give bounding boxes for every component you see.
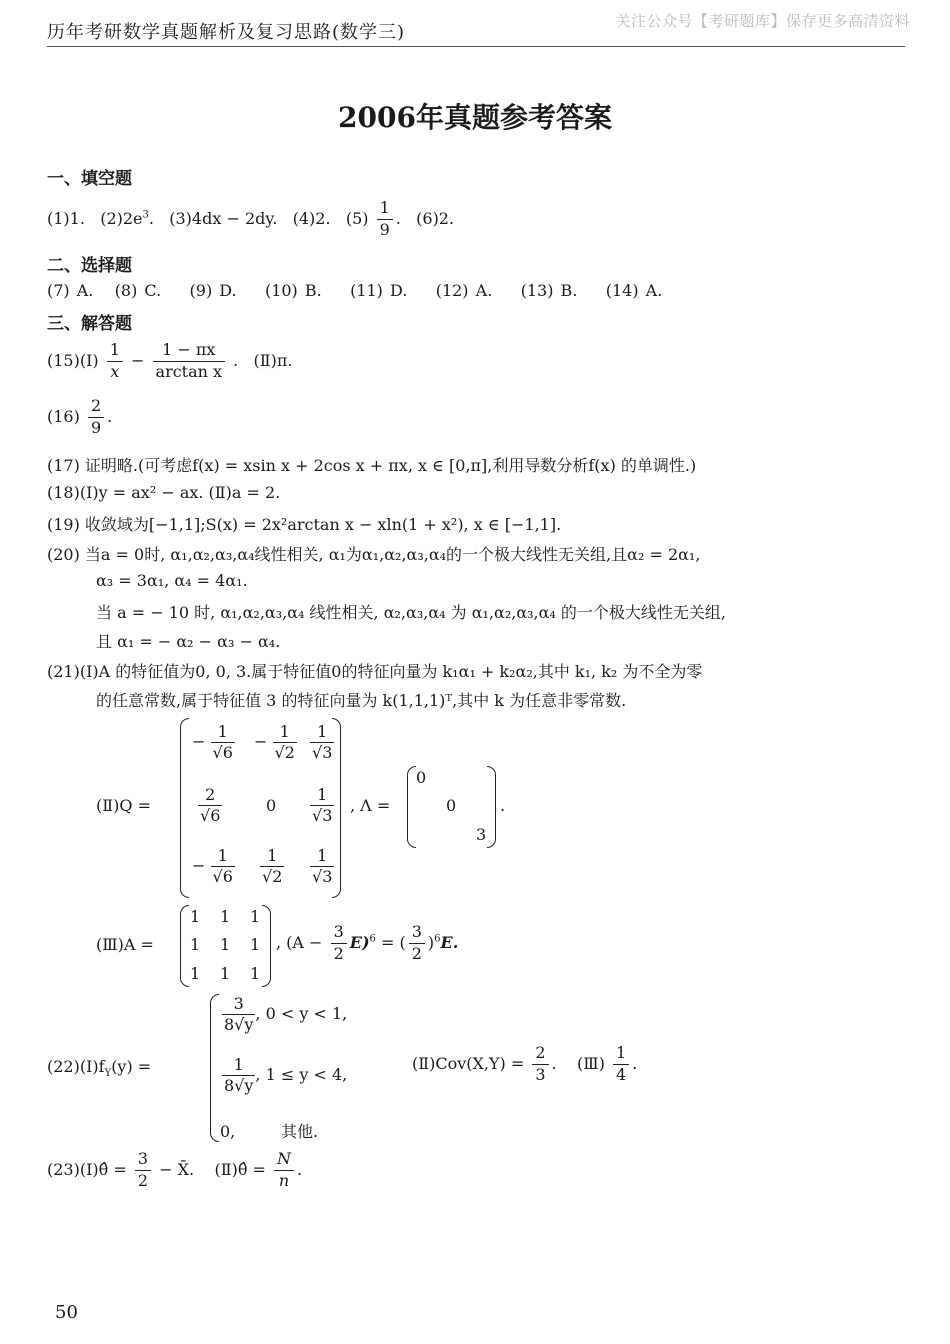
matrix-a-cell: 1 [250, 964, 261, 983]
piecewise-case-2: $\frac{1}{8√y}$ , 1 ≤ y < 4, [224, 1055, 348, 1095]
answer-21-part3-power: , (A − $\frac{3}{2}$ E)$^6$ = ( $\frac{3}{2}$ )$^6$E. [276, 922, 459, 963]
answer-21-line2: 的任意常数,属于特征值 3 的特征向量为 k(1,1,1)ᵀ,其中 k 为任意非零常数. [96, 691, 627, 710]
fill-answers: (1)1. $(2)2e^3$. (3)4dx − 2dy. (4)2. (5) $\frac{1}{9}$ . (6)2. [47, 198, 455, 239]
choice-answers: (7) A. (8) C. (9) D. (10) B. (11) D. (12) A. (13) B. (14) A. [47, 281, 663, 300]
matrix-a-left-paren [180, 905, 189, 987]
answer-21-line1: (21)(Ⅰ)A 的特征值为0, 0, 3.属于特征值0的特征向量为 k₁α₁ + k₂α₂,其中 k₁, k₂ 为不全为零 [47, 662, 703, 681]
running-header: 历年考研数学真题解析及复习思路(数学三) [47, 22, 406, 43]
section-choice: 二、选择题 [47, 256, 132, 276]
lambda-diag: 3 [476, 825, 487, 844]
page-title: 2006年真题参考答案 [338, 101, 612, 134]
matrix-q-cell: $\frac{1}{√3}$ [312, 722, 333, 762]
matrix-q-cell: $\frac{2}{√6}$ [200, 785, 221, 825]
answer-19: (19) 收敛域为[−1,1];S(x) = 2x²arctan x − xln(1 + x²), x ∈ [−1,1]. [47, 515, 562, 534]
matrix-a-cell: 1 [220, 935, 231, 954]
lambda-post: . [500, 796, 506, 815]
matrix-lambda-left-paren [407, 766, 416, 848]
page-number: 50 [55, 1302, 78, 1323]
matrix-q-cell: − $\frac{1}{√6}$ [192, 846, 233, 886]
lambda-diag: 0 [416, 768, 427, 787]
piecewise-case-3: 0, 其他. [220, 1122, 319, 1141]
matrix-a-cell: 1 [190, 907, 201, 926]
matrix-a-cell: 1 [190, 935, 201, 954]
matrix-a-cell: 1 [190, 964, 201, 983]
matrix-q-cell: − $\frac{1}{√6}$ [192, 722, 233, 762]
answer-15: (15)(Ⅰ) $\frac{1}{x}$ − $\frac{1 - \pi x}{\text{arctan x}}$ . (Ⅱ)π. [47, 340, 293, 381]
matrix-a-cell: 1 [220, 964, 231, 983]
header-rule [47, 46, 905, 47]
matrix-a-cell: 1 [220, 907, 231, 926]
answer-17: (17) 证明略.(可考虑f(x) = xsin x + 2cos x + πx, x ∈ [0,π],利用导数分析f(x) 的单调性.) [47, 456, 697, 475]
piecewise-brace [210, 994, 219, 1142]
answer-16: (16) $\frac{2}{9}$ . [47, 396, 113, 437]
lambda-label: , Λ = [350, 796, 391, 815]
section-solve: 三、解答题 [47, 314, 132, 334]
matrix-q-cell: − $\frac{1}{√2}$ [254, 722, 295, 762]
answer-20-line1: (20) 当a = 0时, α₁,α₂,α₃,α₄线性相关, α₁为α₁,α₂,α₃,α₄的一个极大线性无关组,且α₂ = 2α₁, [47, 545, 701, 564]
answer-23: (23)(Ⅰ)θ̂ = $\frac{3}{2}$ − X̄. (Ⅱ)θ̂ = $\frac{N}{n}$ . [47, 1149, 303, 1190]
section-fill-blank: 一、填空题 [47, 169, 132, 189]
matrix-q-cell: $\frac{1}{√3}$ [312, 785, 333, 825]
matrix-a-cell: 1 [250, 935, 261, 954]
matrix-a-cell: 1 [250, 907, 261, 926]
answer-22-parts-2-3: (Ⅱ)Cov(X,Y) = $\frac{2}{3}$ . (Ⅲ) $\frac{1}{4}$ . [412, 1043, 638, 1084]
matrix-q-cell: $\frac{1}{√2}$ [262, 846, 283, 886]
watermark-text: 关注公众号【考研题库】保存更多高清资料 [615, 12, 910, 30]
matrix-lambda-right-paren [487, 766, 496, 848]
answer-22-label: $(22)(Ⅰ)f_Y(y)$ = [47, 1057, 152, 1080]
answer-20-line3: 当 a = − 10 时, α₁,α₂,α₃,α₄ 线性相关, α₂,α₃,α₄ 为 α₁,α₂,α₃,α₄ 的一个极大线性无关组, [96, 603, 727, 622]
answer-21-part2-label: (Ⅱ)Q = [96, 796, 151, 815]
answer-20-line4: 且 α₁ = − α₂ − α₃ − α₄. [96, 632, 281, 651]
matrix-q-left-paren [180, 718, 189, 898]
answer-21-part3-label: (Ⅲ)A = [96, 935, 154, 954]
matrix-a-right-paren [262, 905, 271, 987]
matrix-q-cell: $\frac{1}{√3}$ [312, 846, 333, 886]
answer-18: (18)(Ⅰ)y = ax² − ax. (Ⅱ)a = 2. [47, 483, 281, 502]
answer-20-line2: α₃ = 3α₁, α₄ = 4α₁. [96, 571, 248, 590]
piecewise-case-1: $\frac{3}{8√y}$ , 0 < y < 1, [224, 994, 348, 1034]
matrix-q-cell: 0 [266, 796, 277, 815]
lambda-diag: 0 [446, 796, 457, 815]
